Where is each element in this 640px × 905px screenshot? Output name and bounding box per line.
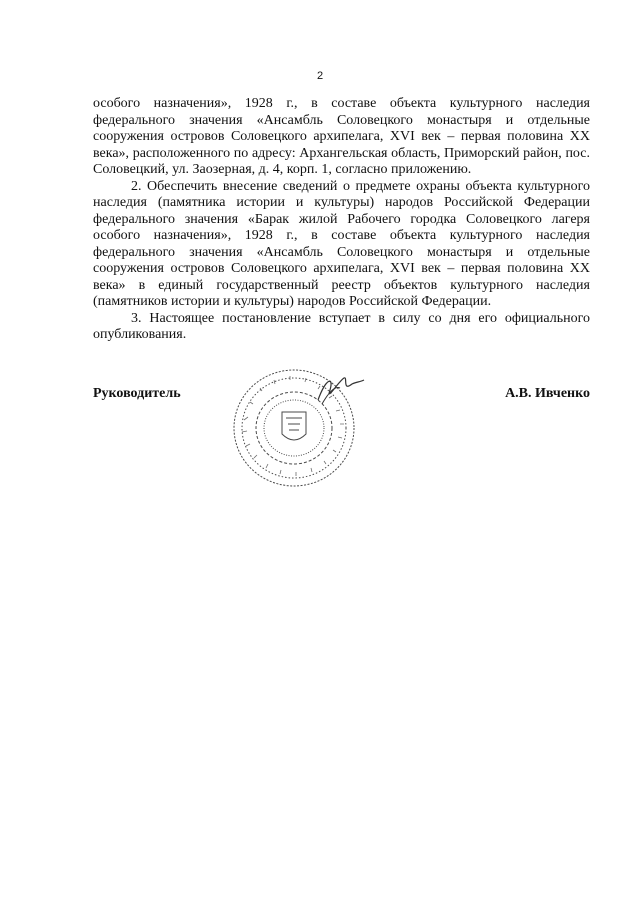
signatory-title: Руководитель — [93, 386, 181, 401]
paragraph-item-3: 3. Настоящее постановление вступает в силу со дня его официального опубликования. — [93, 310, 590, 342]
page-number: 2 — [316, 70, 324, 82]
official-seal-stamp — [226, 360, 366, 490]
document-body — [93, 96, 590, 344]
paragraph-continuation: особого назначения», 1928 г., в составе объекта культурного наследия федерального значения «Ансамбль Соловецкого монастыря и отдельные сооружения островов Соловецкого архипелага, XVI век – первая половина XX века», расположенного по адресу: Архангельская область, Приморский район, пос. Соловецкий, ул. Заозерная, д. 4, корп. 1, согласно приложению. — [93, 96, 590, 177]
handwritten-signature-icon — [318, 378, 364, 400]
signatory-name: А.В. Ивченко — [505, 386, 590, 401]
paragraph-item-2: 2. Обеспечить внесение сведений о предмете охраны объекта культурного наследия (памятника истории и культуры) народов Российской Федерации федерального значения «Барак жилой Рабочего городка Соловецкого лагеря особого назначения», 1928 г., в составе объекта культурного наследия федерального значения «Ансамбль Соловецкого монастыря и отдельные сооружения островов Соловецкого архипелага, XVI век – первая половина XX века» в единый государственный реестр объектов культурного наследия (памятников истории и культуры) народов Российской Федерации. — [93, 178, 590, 309]
